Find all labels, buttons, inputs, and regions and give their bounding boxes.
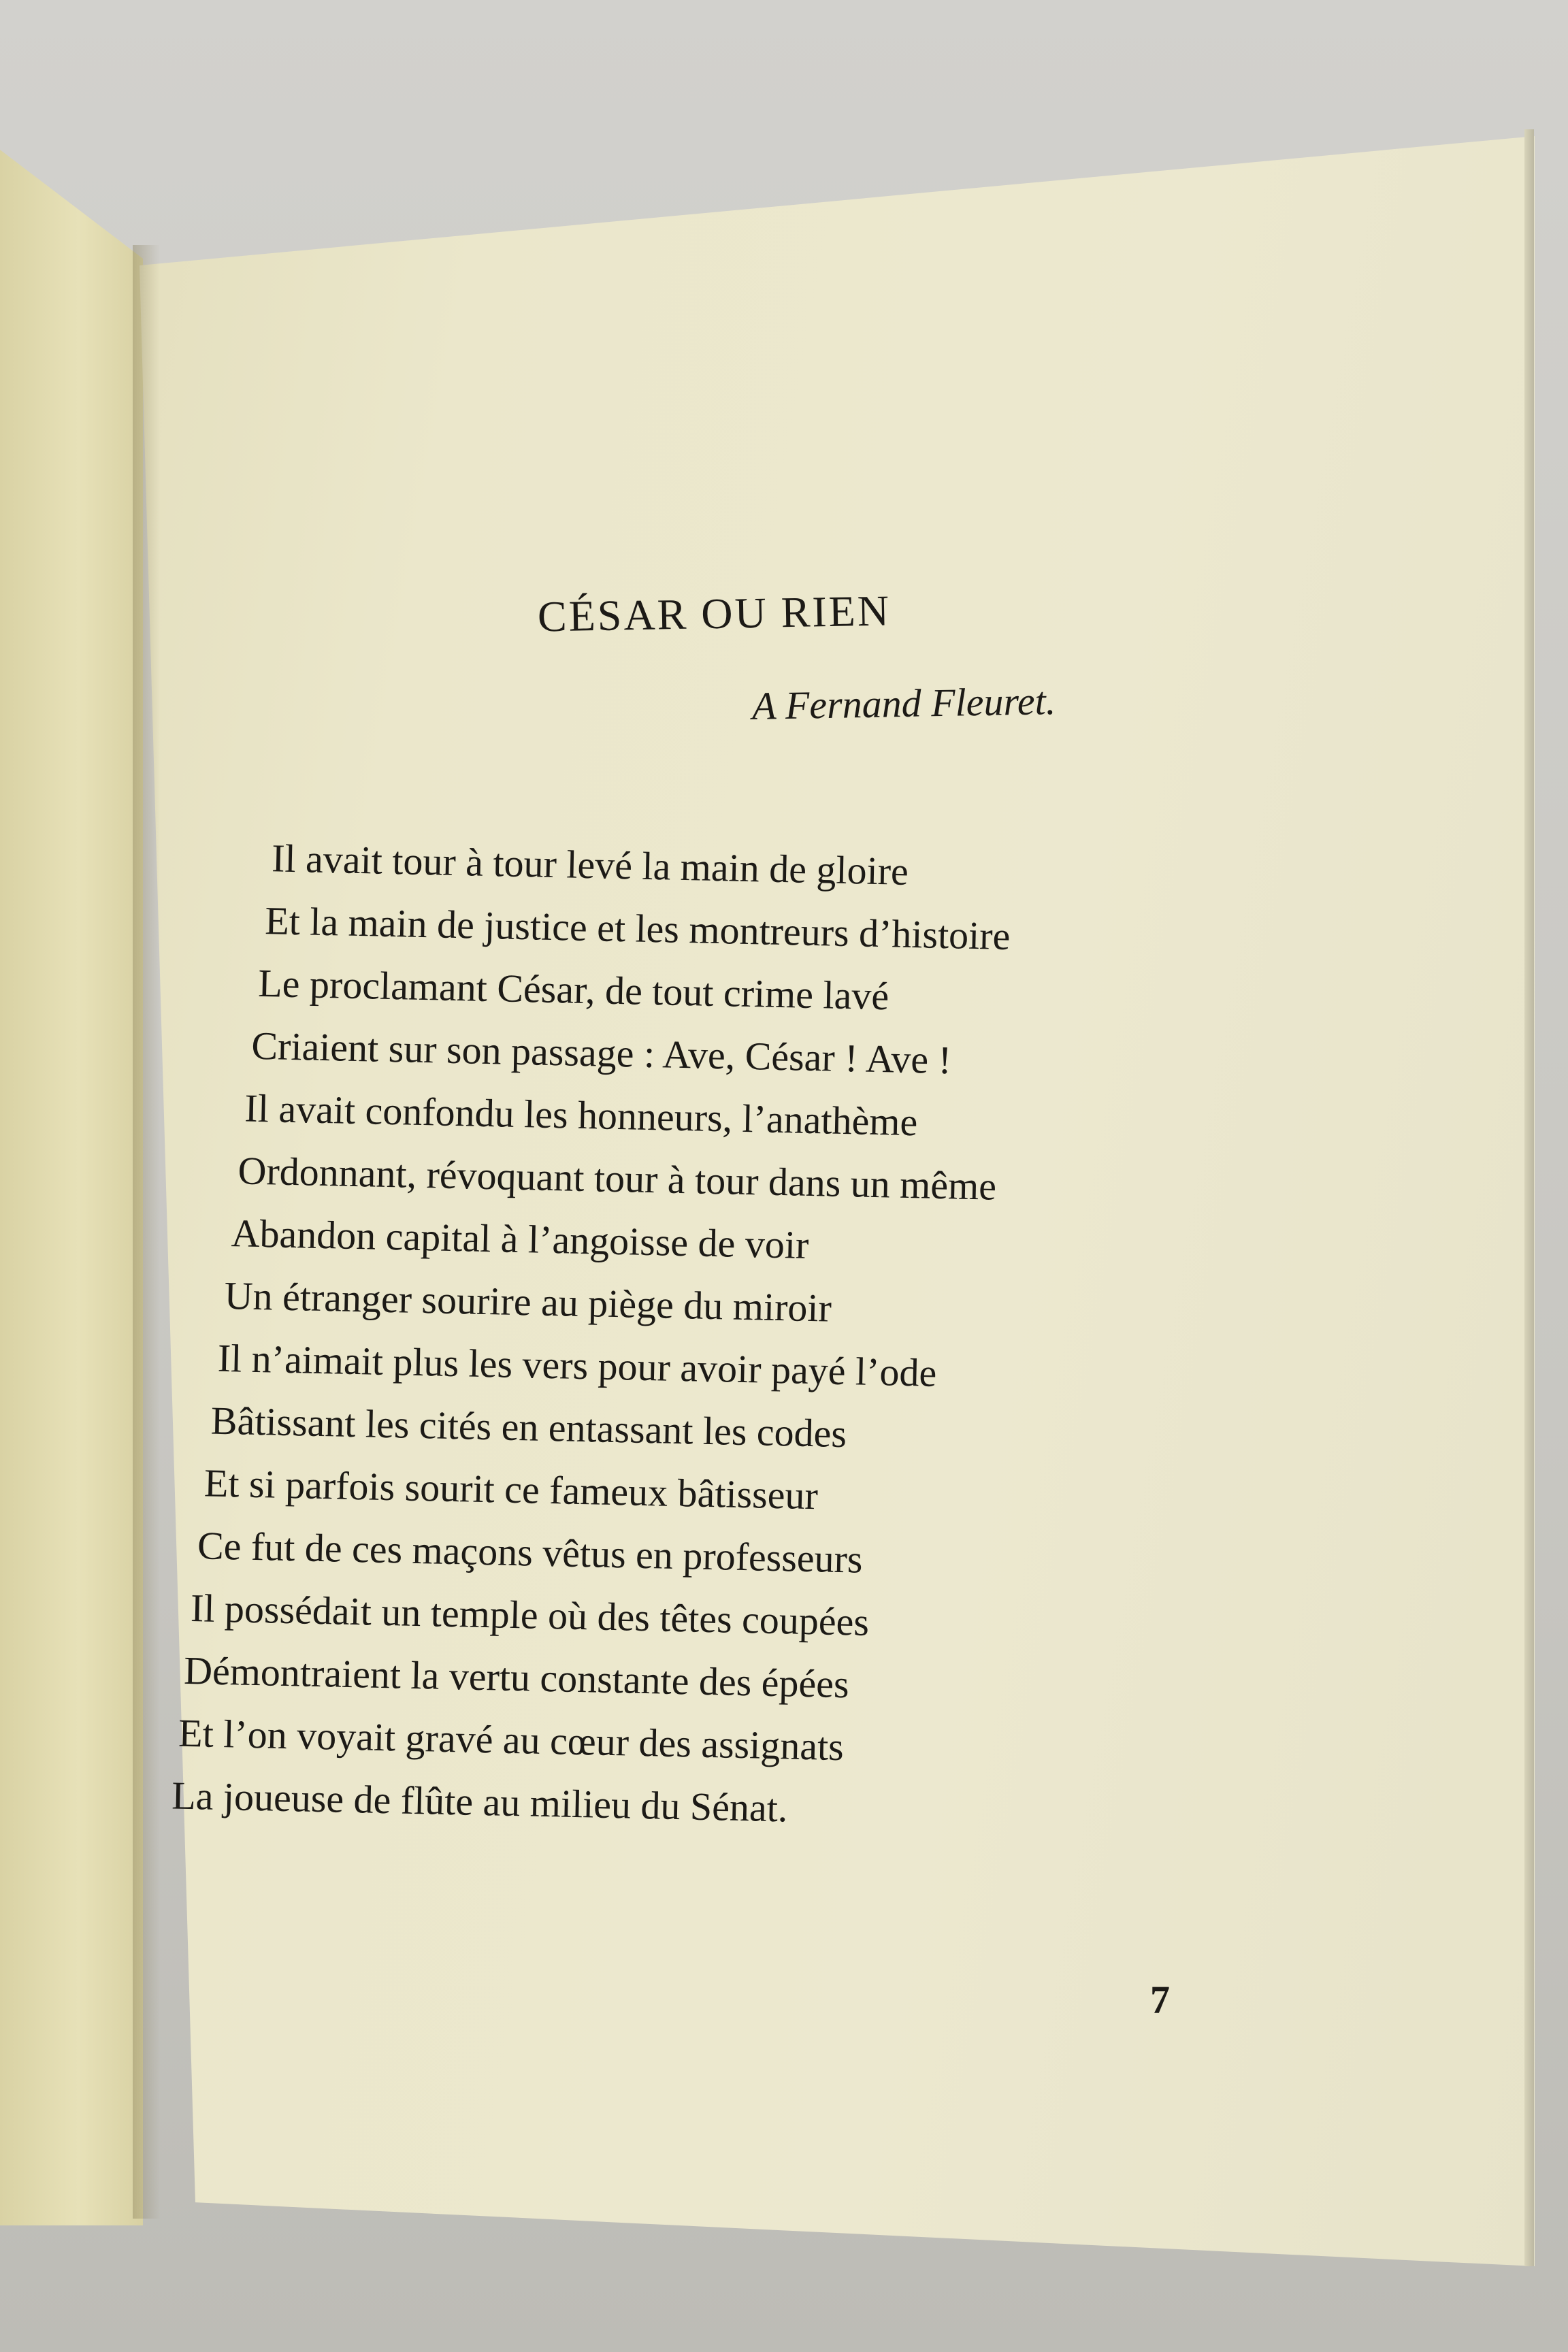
poem-line: Il avait confondu les honneurs, l’anathème (244, 1085, 918, 1145)
poem-line: Un étranger sourire au piège du miroir (224, 1273, 832, 1330)
poem (171, 834, 1218, 1889)
poem-line: Il possédait un temple où des têtes coupées (190, 1586, 870, 1644)
poem-line: Il avait tour à tour levé la main de gloire (271, 836, 909, 894)
poem-line: Ordonnant, révoquant tour à tour dans un même (237, 1148, 997, 1209)
left-page (0, 150, 143, 2225)
poem-line: Bâtissant les cités en entassant les codes (210, 1398, 847, 1456)
poem-line: Démontraient la vertu constante des épées (183, 1648, 850, 1707)
poem-line: La joueuse de flûte au milieu du Sénat. (171, 1773, 789, 1831)
poem-title: CÉSAR OU RIEN (537, 586, 892, 641)
poem-line: Abandon capital à l’angoisse de voir (231, 1211, 810, 1267)
poem-line: Et si parfois sourit ce fameux bâtisseur (203, 1460, 819, 1518)
poem-line: Et l’on voyait gravé au cœur des assignats (178, 1710, 845, 1769)
poem-line: Il n’aimait plus les vers pour avoir payé l’ode (217, 1335, 937, 1395)
poem-line: Ce fut de ces maçons vêtus en professeurs (197, 1523, 864, 1582)
poem-line: Et la main de justice et les montreurs d’histoire (264, 898, 1011, 959)
poem-line: Criaient sur son passage : Ave, César ! Ave ! (250, 1023, 952, 1083)
book-spine (133, 245, 160, 2219)
dedication: A Fernand Fleuret. (751, 679, 1056, 728)
page-edge (1524, 129, 1534, 2266)
poem-line: Le proclamant César, de tout crime lavé (257, 960, 889, 1019)
page-number: 7 (1150, 1978, 1170, 2022)
